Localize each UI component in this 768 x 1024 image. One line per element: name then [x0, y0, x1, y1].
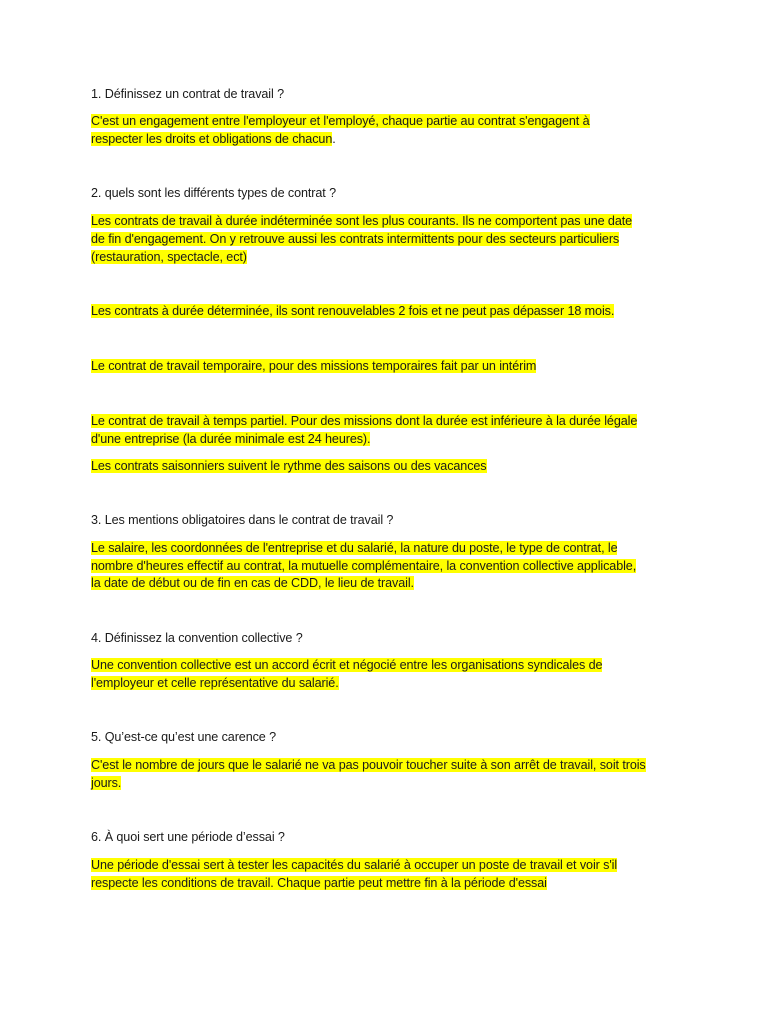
answer-2-partiel-line-1: Le contrat de travail à temps partiel. Pour des missions dont la durée est inférieure à la durée légale	[91, 414, 638, 428]
question-2: 2. quels sont les différents types de contrat ?	[91, 186, 336, 200]
answer-5-line-2: jours.	[91, 776, 122, 790]
answer-2-partiel-line-2: d'une entreprise (la durée minimale est 24 heures).	[91, 432, 371, 446]
answer-1-line-1: C'est un engagement entre l'employeur et l'employé, chaque partie au contrat s'engagent à	[91, 114, 590, 128]
answer-2-cdi-line-2: de fin d'engagement. On y retrouve aussi les contrats intermittents pour des secteurs particuliers	[91, 232, 620, 246]
answer-2-cdi-line-3: (restauration, spectacle, ect)	[91, 250, 247, 264]
question-6: 6. À quoi sert une période d’essai ?	[91, 830, 285, 844]
question-5: 5. Qu’est-ce qu’est une carence ?	[91, 730, 277, 744]
answer-3-line-1: Le salaire, les coordonnées de l'entreprise et du salarié, la nature du poste, le type de contrat, le	[91, 541, 618, 555]
answer-6-line-2: respecte les conditions de travail. Chaque partie peut mettre fin à la période d'essai	[91, 876, 547, 890]
question-4: 4. Définissez la convention collective ?	[91, 631, 303, 645]
answer-3-line-3: la date de début ou de fin en cas de CDD, le lieu de travail.	[91, 576, 414, 590]
answer-6-line-1: Une période d'essai sert à tester les capacités du salarié à occuper un poste de travail et voir s'il	[91, 858, 618, 872]
answer-4-line-1: Une convention collective est un accord écrit et négocié entre les organisations syndicales de	[91, 658, 603, 672]
answer-1-line-2: respecter les droits et obligations de chacun.	[91, 132, 336, 146]
answer-2-interim: Le contrat de travail temporaire, pour des missions temporaires fait par un intérim	[91, 359, 537, 373]
answer-4-line-2: l'employeur et celle représentative du salarié.	[91, 676, 339, 690]
answer-5-line-1: C'est le nombre de jours que le salarié ne va pas pouvoir toucher suite à son arrêt de travail, soit trois	[91, 758, 646, 772]
answer-2-cdd: Les contrats à durée déterminée, ils sont renouvelables 2 fois et ne peut pas dépasser 18 mois.	[91, 304, 615, 318]
answer-3-line-2: nombre d'heures effectif au contrat, la mutuelle complémentaire, la convention collective applicable,	[91, 559, 637, 573]
answer-2-cdi-line-1: Les contrats de travail à durée indéterminée sont les plus courants. Ils ne comportent pas une date	[91, 214, 633, 228]
question-1: 1. Définissez un contrat de travail ?	[91, 87, 285, 101]
answer-2-saisonnier: Les contrats saisonniers suivent le rythme des saisons ou des vacances	[91, 459, 487, 473]
question-3: 3. Les mentions obligatoires dans le contrat de travail ?	[91, 513, 394, 527]
